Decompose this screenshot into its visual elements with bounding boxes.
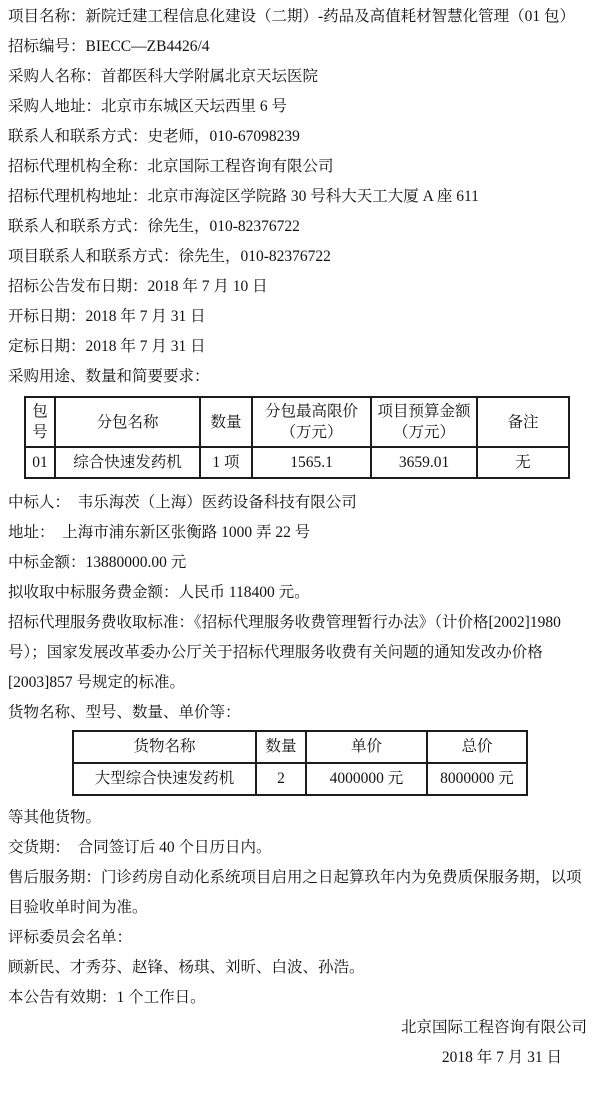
award-amount-line: 中标金额：13880000.00 元 — [8, 554, 187, 571]
package-table-header-cell: 分包最高限价（万元） — [252, 397, 371, 447]
package-number-cell: 01 — [25, 447, 55, 478]
package-table-header-cell: 项目预算金额（万元） — [371, 397, 477, 447]
package-table-header-cell: 包号 — [25, 397, 55, 447]
signature-company: 北京国际工程咨询有限公司 — [400, 1019, 587, 1036]
agency-name-line: 招标代理机构全称：北京国际工程咨询有限公司 — [8, 158, 334, 175]
purchaser-contact-line: 联系人和联系方式：史老师，010-67098239 — [8, 128, 300, 145]
purchaser-address-line: 采购人地址：北京市东城区天坛西里 6 号 — [8, 98, 288, 115]
goods-unit-price-cell: 4000000 元 — [306, 763, 427, 795]
package-quantity-cell: 1 项 — [200, 447, 252, 478]
package-remark-cell: 无 — [477, 447, 569, 478]
fee-standard-paragraph: 招标代理服务费收取标准：《招标代理服务收费管理暂行办法》（计价格[2002]1980 号）；国家发展改革委办公厅关于招标代理服务收费有关问题的通知发改办价格[2003]857 号规定的标准。 — [8, 614, 561, 691]
committee-names-line: 顾新民、才秀芬、赵锋、杨琪、刘昕、白波、孙浩。 — [8, 959, 365, 976]
project-name-line: 项目名称：新院迁建工程信息化建设（二期）-药品及高值耗材智慧化管理（01 包） — [8, 8, 576, 25]
signature-date: 2018 年 7 月 31 日 — [441, 1049, 562, 1066]
package-name-cell: 综合快速发药机 — [55, 447, 200, 478]
goods-intro-line: 货物名称、型号、数量、单价等： — [8, 704, 241, 721]
after-sales-paragraph: 售后服务期：门诊药房自动化系统项目启用之日起算玖年内为免费质保服务期，以项目验收单时间为准。 — [8, 869, 582, 916]
package-table-header-cell: 备注 — [477, 397, 569, 447]
other-goods-line: 等其他货物。 — [8, 809, 102, 826]
purchaser-name-line: 采购人名称：首都医科大学附属北京天坛医院 — [8, 68, 319, 85]
project-contact-line: 项目联系人和联系方式：徐先生，010-82376722 — [8, 248, 331, 265]
goods-table-header-cell: 单价 — [306, 731, 427, 763]
winner-address-line: 地址： 上海市浦东新区张衡路 1000 弄 22 号 — [8, 524, 311, 541]
goods-quantity-cell: 2 — [256, 763, 306, 795]
announce-date-line: 招标公告发布日期：2018 年 7 月 10 日 — [8, 278, 268, 295]
goods-table-header-cell: 货物名称 — [73, 731, 256, 763]
package-budget-cell: 3659.01 — [371, 447, 477, 478]
delivery-line: 交货期： 合同签订后 40 个日历日内。 — [8, 839, 272, 856]
goods-table-row — [73, 763, 527, 795]
goods-name-cell: 大型综合快速发药机 — [73, 763, 256, 795]
goods-table-header-cell: 数量 — [256, 731, 306, 763]
service-fee-line: 拟收取中标服务费金额：人民币 118400 元。 — [8, 584, 310, 601]
agency-contact-line: 联系人和联系方式：徐先生，010-82376722 — [8, 218, 300, 235]
package-table-header-cell: 分包名称 — [55, 397, 200, 447]
package-table-header-row — [25, 397, 569, 447]
requirements-intro-line: 采购用途、数量和简要要求： — [8, 368, 210, 385]
goods-table — [72, 730, 528, 796]
goods-table-header-row — [73, 731, 527, 763]
tender-number-line: 招标编号：BIECC—ZB4426/4 — [8, 38, 210, 55]
package-price-limit-cell: 1565.1 — [252, 447, 371, 478]
goods-table-header-cell: 总价 — [427, 731, 527, 763]
package-table-row — [25, 447, 569, 478]
award-date-line: 定标日期：2018 年 7 月 31 日 — [8, 338, 206, 355]
agency-address-line: 招标代理机构地址：北京市海淀区学院路 30 号科大天工大厦 A 座 611 — [8, 188, 479, 205]
package-table-header-cell: 数量 — [200, 397, 252, 447]
goods-total-price-cell: 8000000 元 — [427, 763, 527, 795]
bid-opening-date-line: 开标日期：2018 年 7 月 31 日 — [8, 308, 206, 325]
package-table — [24, 396, 570, 479]
winner-line: 中标人： 韦乐海茨（上海）医药设备科技有限公司 — [8, 494, 357, 511]
committee-title-line: 评标委员会名单： — [8, 929, 133, 946]
validity-line: 本公告有效期：1 个工作日。 — [8, 989, 206, 1006]
